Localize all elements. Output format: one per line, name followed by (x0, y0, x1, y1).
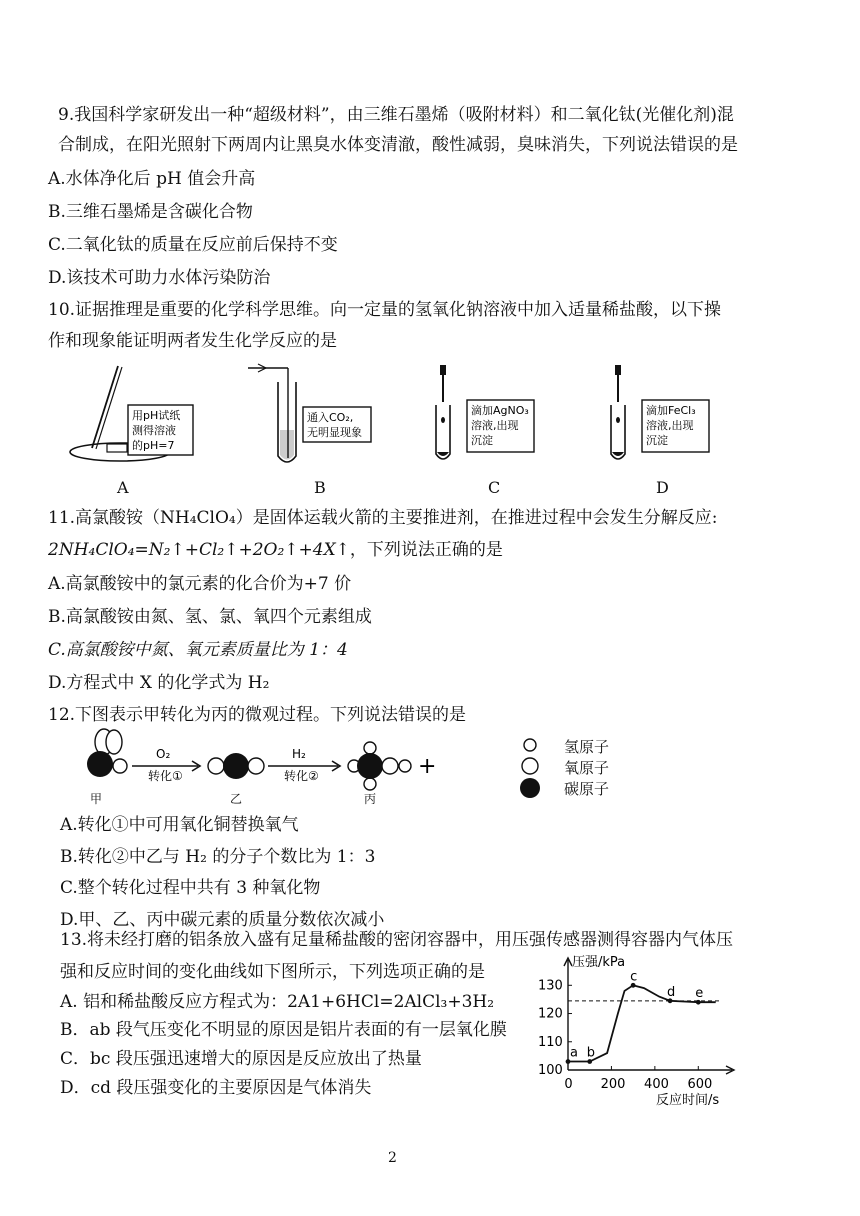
curve-points (566, 969, 704, 1064)
figure-b (248, 364, 371, 462)
arrow2-top: H₂ (292, 747, 306, 761)
q12-option-a: A.转化①中可用氧化铜替换氧气 (60, 815, 299, 835)
label-jia: 甲 (90, 792, 103, 806)
label-bing: 丙 (364, 792, 377, 806)
point-label-a: a (570, 1045, 578, 1061)
q9-option-c: C.二氧化钛的质量在反应前后保持不变 (48, 235, 338, 255)
atom-legend (520, 739, 540, 798)
y-axis-label: 压强/kPa (572, 955, 626, 970)
x-tick-label: 200 (600, 1077, 626, 1092)
q9-stem-line1: 9.我国科学家研发出一种“超级材料”，由三维石墨烯（吸附材料）和二氧化钛(光催化剂)混 (58, 105, 734, 125)
arrow2-bottom: 转化② (284, 769, 319, 783)
q12-option-d: D.甲、乙、丙中碳元素的质量分数依次减小 (60, 910, 385, 930)
point-label-c: c (630, 969, 638, 985)
q13-stem-line1: 13.将未经打磨的铝条放入盛有足量稀盐酸的密闭容器中，用压强传感器测得容器内气体压 (60, 930, 734, 950)
legend-carbon: 碳原子 (564, 780, 610, 798)
arrow-1 (132, 747, 200, 783)
molecule-bing (348, 742, 411, 790)
arrow-2 (268, 747, 340, 783)
fig-a-note2: 测得溶液 (132, 424, 176, 437)
fig-d-note2: 溶液,出现 (646, 419, 694, 432)
q9-option-b: B.三维石墨烯是含碳化合物 (48, 202, 253, 222)
q12-option-b: B.转化②中乙与 H₂ 的分子个数比为 1：3 (60, 847, 376, 867)
q11-equation-tail: ，下列说法正确的是 (349, 540, 503, 560)
q9-option-d: D.该技术可助力水体污染防治 (48, 268, 271, 288)
x-tick-label: 400 (644, 1077, 669, 1092)
fig-c-label: C (488, 478, 501, 497)
point-label-d: d (667, 984, 676, 1000)
q11-option-a: A.高氯酸铵中的氯元素的化合价为+7 价 (48, 574, 352, 594)
q13-option-b: B．ab 段气压变化不明显的原因是铝片表面的有一层氧化膜 (60, 1020, 507, 1040)
q12-option-c: C.整个转化过程中共有 3 种氧化物 (60, 878, 321, 898)
q13-option-d: D．cd 段压强变化的主要原因是气体消失 (60, 1078, 372, 1098)
q11-option-b: B.高氯酸铵由氮、氢、氯、氧四个元素组成 (48, 607, 372, 627)
plus-sign: + (418, 754, 437, 779)
fig-a-label: A (117, 478, 129, 497)
figure-a (70, 366, 193, 461)
point-label-b: b (586, 1045, 595, 1061)
q11-equation-line (48, 538, 503, 562)
legend-oxygen: 氧原子 (564, 759, 610, 777)
y-tick-label: 120 (538, 1006, 563, 1022)
q10-stem-line2: 作和现象能证明两者发生化学反应的是 (48, 331, 337, 351)
q10-figures (40, 360, 740, 470)
molecule-yi (208, 753, 264, 779)
figure-c (436, 365, 534, 459)
fig-a-note1: 用pH试纸 (132, 409, 181, 422)
legend-hydrogen: 氢原子 (564, 738, 610, 756)
q11-option-c: C.高氯酸铵中氮、氧元素质量比为 1：4 (48, 640, 348, 660)
q9-option-a: A.水体净化后 pH 值会升高 (48, 169, 256, 189)
arrow1-top: O₂ (156, 747, 171, 761)
q11-equation: 2NH₄ClO₄=N₂↑+Cl₂↑+2O₂↑+4X↑ (48, 540, 350, 560)
q10-stem-line1: 10.证据推理是重要的化学科学思维。向一定量的氢氧化钠溶液中加入适量稀盐酸，以下操 (48, 300, 722, 320)
axis-ticks (538, 978, 712, 1092)
page-number: 2 (388, 1150, 397, 1166)
pressure-time-chart (520, 948, 750, 1108)
x-axis-label: 反应时间/s (656, 1093, 720, 1108)
q11-option-d: D.方程式中 X 的化学式为 H₂ (48, 673, 270, 693)
y-tick-label: 110 (538, 1034, 563, 1050)
fig-d-note3: 沉淀 (646, 434, 668, 447)
q12-stem: 12.下图表示甲转化为丙的微观过程。下列说法错误的是 (48, 705, 467, 725)
fig-c-note1: 滴加AgNO₃ (471, 404, 529, 417)
q12-molecule-diagram (70, 728, 770, 810)
molecule-jia (87, 729, 127, 777)
q13-option-a: A. 铝和稀盐酸反应方程式为：2A1+6HCl=2AlCl₃+3H₂ (60, 992, 495, 1012)
q13-stem-line2: 强和反应时间的变化曲线如下图所示，下列选项正确的是 (60, 962, 485, 982)
q11-stem-line1: 11.高氯酸铵（NH₄ClO₄）是固体运载火箭的主要推进剂，在推进过程中会发生分解反应: (48, 508, 718, 528)
point-label-e: e (695, 986, 704, 1002)
fig-d-label: D (656, 478, 669, 497)
fig-b-note1: 通入CO₂, (307, 411, 354, 424)
fig-b-note2: 无明显现象 (307, 426, 362, 439)
fig-b-label: B (314, 478, 326, 497)
q9-stem-line2: 合制成，在阳光照射下两周内让黑臭水体变清澈，酸性减弱，臭味消失，下列说法错误的是 (58, 135, 738, 155)
fig-c-note2: 溶液,出现 (471, 419, 519, 432)
fig-c-note3: 沉淀 (471, 434, 493, 447)
y-tick-label: 100 (538, 1063, 563, 1078)
label-yi: 乙 (230, 792, 243, 806)
fig-d-note1: 滴加FeCl₃ (646, 404, 696, 417)
fig-a-note3: 的pH=7 (132, 439, 175, 452)
x-tick-label: 600 (687, 1077, 713, 1092)
arrow1-bottom: 转化① (148, 769, 183, 783)
y-tick-label: 130 (538, 978, 563, 994)
figure-d (611, 365, 709, 459)
q13-option-c: C．bc 段压强迅速增大的原因是反应放出了热量 (60, 1049, 422, 1069)
x-tick-label: 0 (564, 1077, 573, 1092)
